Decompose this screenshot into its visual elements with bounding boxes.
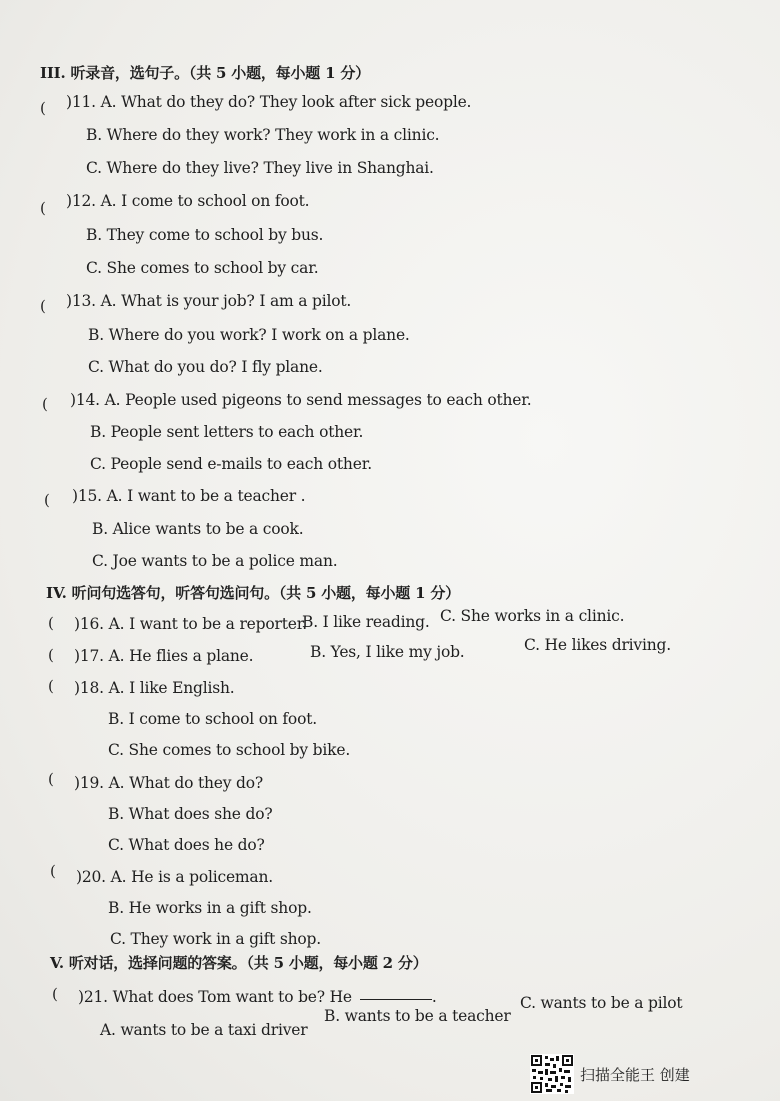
answer-paren: (	[40, 99, 46, 117]
answer-paren: (	[50, 862, 56, 880]
q19-option-c: C. What does he do?	[108, 836, 265, 854]
answer-paren: (	[44, 491, 50, 509]
section-3-header: III. 听录音，选句子。（共 5 小题，每小题 1 分）	[40, 64, 370, 82]
qr-code-icon	[530, 1054, 574, 1094]
q20-option-b: B. He works in a gift shop.	[108, 899, 312, 917]
q21-option-c: C. wants to be a pilot	[520, 994, 683, 1012]
q16-option-b: B. I like reading.	[302, 613, 430, 631]
q13-option-a: )13. A. What is your job? I am a pilot.	[66, 292, 352, 310]
section-5-header: V. 听对话，选择问题的答案。（共 5 小题，每小题 2 分）	[50, 954, 428, 972]
q11-option-c: C. Where do they live? They live in Shanghai.	[86, 159, 434, 177]
q15-option-b: B. Alice wants to be a cook.	[92, 520, 304, 538]
answer-paren: (	[42, 395, 48, 413]
q12-option-b: B. They come to school by bus.	[86, 226, 324, 244]
section-4-header: IV. 听问句选答句，听答句选问句。（共 5 小题，每小题 1 分）	[46, 584, 460, 602]
q21-option-b: B. wants to be a teacher	[324, 1007, 511, 1025]
q14-option-a: )14. A. People used pigeons to send messages to each other.	[70, 391, 532, 409]
q18-option-c: C. She comes to school by bike.	[108, 741, 351, 759]
q17-option-b: B. Yes, I like my job.	[310, 643, 465, 661]
q20-option-a: )20. A. He is a policeman.	[76, 868, 273, 886]
q19-option-a: )19. A. What do they do?	[74, 774, 263, 792]
answer-paren: (	[40, 199, 46, 217]
q11-option-a: )11. A. What do they do? They look after sick people.	[66, 93, 472, 111]
q12-option-c: C. She comes to school by car.	[86, 259, 319, 277]
q21-period: .	[431, 988, 437, 1006]
q20-option-c: C. They work in a gift shop.	[110, 930, 321, 948]
q14-option-c: C. People send e-mails to each other.	[90, 455, 372, 473]
q18-option-b: B. I come to school on foot.	[108, 710, 317, 728]
q18-option-a: )18. A. I like English.	[74, 679, 235, 697]
q12-option-a: )12. A. I come to school on foot.	[66, 192, 310, 210]
q17-option-c: C. He likes driving.	[524, 636, 671, 654]
watermark-label: 扫描全能王 创建	[580, 1065, 690, 1084]
q21-question: )21. What does Tom want to be? He	[78, 988, 352, 1006]
q13-option-b: B. Where do you work? I work on a plane.	[88, 326, 410, 344]
q14-option-b: B. People sent letters to each other.	[90, 423, 364, 441]
answer-paren: (	[40, 297, 46, 315]
q15-option-c: C. Joe wants to be a police man.	[92, 552, 338, 570]
q21-stem	[78, 988, 437, 1006]
answer-paren: (	[48, 677, 54, 695]
scanner-watermark	[530, 1054, 690, 1094]
q11-option-b: B. Where do they work? They work in a clinic.	[86, 126, 440, 144]
q15-option-a: )15. A. I want to be a teacher .	[72, 487, 306, 505]
q13-option-c: C. What do you do? I fly plane.	[88, 358, 323, 376]
answer-paren: (	[48, 614, 54, 632]
answer-paren: (	[52, 985, 58, 1003]
answer-paren: (	[48, 646, 54, 664]
q19-option-b: B. What does she do?	[108, 805, 273, 823]
q21-option-a: A. wants to be a taxi driver	[100, 1021, 308, 1039]
q17-option-a: )17. A. He flies a plane.	[74, 647, 254, 665]
q16-option-c: C. She works in a clinic.	[440, 607, 625, 625]
answer-blank	[360, 999, 432, 1000]
q16-option-a: )16. A. I want to be a reporter.	[74, 615, 307, 633]
answer-paren: (	[48, 770, 54, 788]
